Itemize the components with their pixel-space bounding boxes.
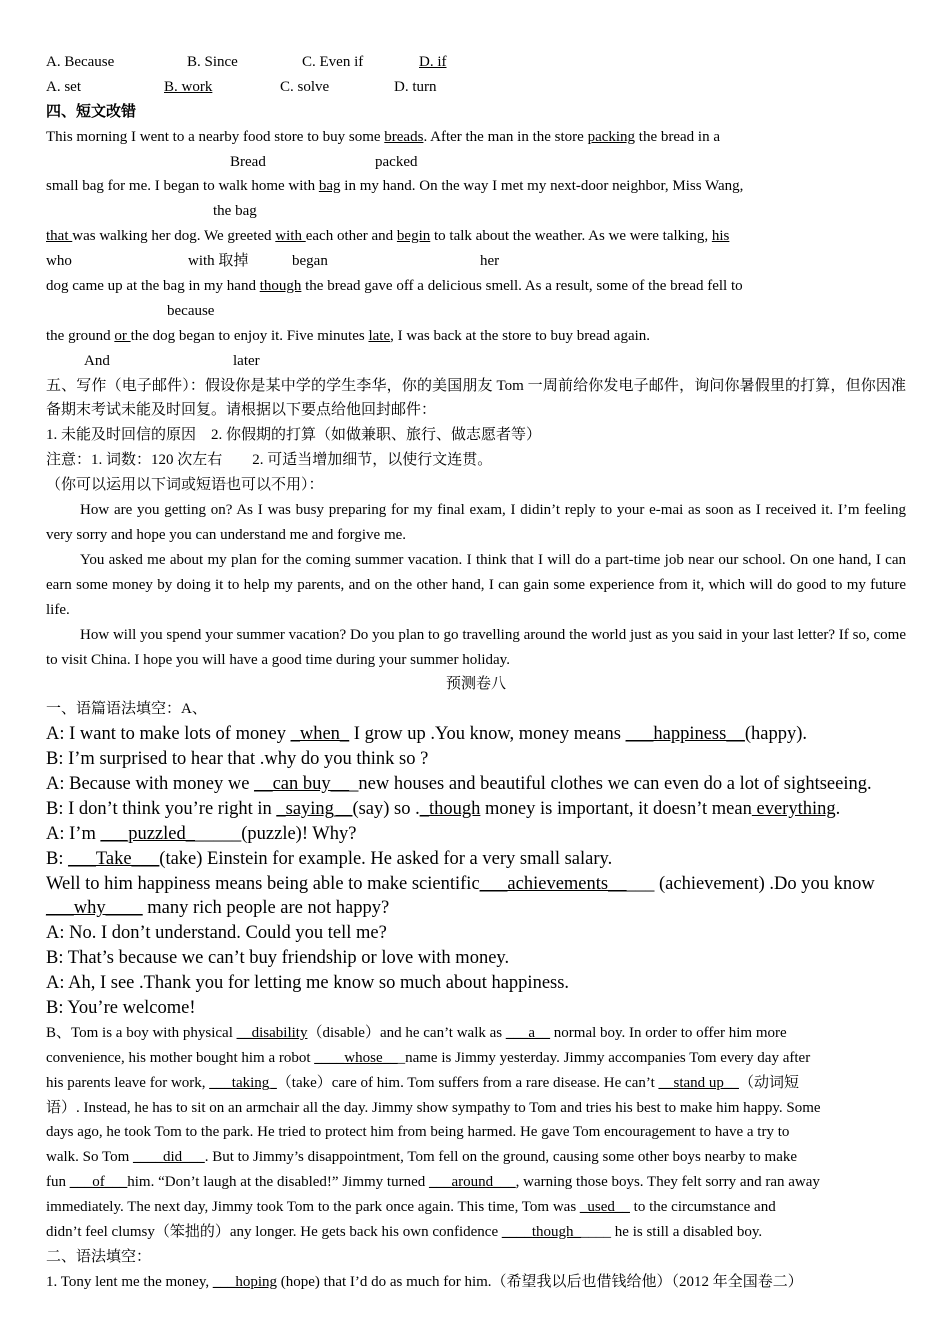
text-segment: him. “Don’t laugh at the disabled!” Jimmy turned	[127, 1174, 429, 1191]
answer-text: everything	[751, 798, 836, 819]
answer-text: _used__	[579, 1199, 630, 1216]
dialogue-line	[46, 872, 906, 897]
dialogue-line	[46, 722, 906, 747]
answer-text: ___why____	[46, 898, 143, 919]
text-segment: A: I’m	[46, 823, 101, 844]
option-a: A. set	[46, 78, 81, 95]
answer-text: ___taking_	[209, 1074, 277, 1091]
correction-text-line	[46, 324, 906, 349]
correction-answer: And	[84, 352, 110, 369]
answer-text: late	[368, 327, 391, 344]
option-a: A. Because	[46, 54, 115, 70]
text-segment: A: I want to make lots of money	[46, 724, 291, 745]
correction-answer-line	[46, 299, 906, 324]
passage-line: days ago, he took Tom to the park. He tried to protect him from being harmed. He gave Tom encouragement to have a try to	[46, 1124, 790, 1141]
text-segment: Well to him happiness means being able to make scientific	[46, 873, 480, 894]
dialogue-line	[46, 896, 906, 921]
option-b: B. Since	[187, 54, 238, 70]
text-segment	[164, 75, 280, 100]
correction-answer: began	[292, 253, 328, 270]
document-page	[46, 50, 906, 1295]
text-segment: （take）care of him. Tom suffers from a rare disease. He can’t	[276, 1074, 659, 1091]
answer-text: __disability	[236, 1024, 308, 1041]
passage-line	[46, 1046, 906, 1071]
text-segment: each other and	[305, 228, 397, 245]
answer-text: ___Take___	[68, 848, 160, 869]
text-segment: This morning I went to a nearby food store to buy some	[46, 128, 385, 145]
text-segment: , I was back at the store to buy bread again.	[390, 327, 651, 344]
grammar-question	[46, 1270, 906, 1295]
text-segment: money is important, it doesn’t mean	[480, 798, 752, 819]
text-segment: the bread gave off a delicious smell. As a result, some of the bread fell to	[301, 278, 743, 295]
text-segment: _new houses and beautiful clothes we can even do a lot of sightseeing.	[349, 773, 872, 794]
answer-text: ____did___	[133, 1149, 205, 1166]
text-segment: in my hand. On the way I met my next-door neighbor, Miss Wang,	[340, 178, 744, 195]
correction-answer: who	[46, 253, 72, 270]
dialogue-line: B: You’re welcome!	[46, 997, 196, 1018]
answer-text: breads	[384, 128, 424, 145]
correction-text-line	[46, 224, 906, 249]
answer-text: that	[46, 228, 73, 245]
answer-text: ___a__	[505, 1024, 551, 1041]
text-segment: A: Because with money we	[46, 773, 255, 794]
text-segment: many rich people are not happy?	[142, 898, 390, 919]
option-d: D. turn	[394, 78, 437, 95]
dialogue-line	[46, 847, 906, 872]
text-segment: . But to Jimmy’s disappointment, Tom fell on the ground, causing some other boys nearby to make	[204, 1149, 798, 1166]
answer-text: begin	[396, 228, 431, 245]
dialogue-line	[46, 822, 906, 847]
text-segment: , warning those boys. They felt sorry and ran away	[515, 1174, 820, 1191]
text-segment: .	[835, 798, 841, 819]
text-segment: (hope) that I’d do as much for him.（希望我以后也借钱给他）（2012 年全国卷二）	[277, 1273, 803, 1290]
essay-paragraph: How are you getting on? As I was busy preparing for my final exam, I didin’t reply to your e-mai as soon as I received it. I’m feeling very sorry and hope you can understand me and forgive me.	[46, 502, 906, 543]
text-segment: _____(puzzle)! Why?	[195, 823, 357, 844]
text-segment: walk. So Tom	[46, 1149, 134, 1166]
text-segment: B、Tom is a boy with physical	[46, 1024, 237, 1041]
writing-points: 1. 未能及时回信的原因 2. 你假期的打算（如做兼职、旅行、做志愿者等）	[46, 427, 542, 444]
option-d-answer: D. if	[419, 54, 447, 70]
dialogue-line	[46, 772, 906, 797]
paper-title: 预测卷八	[445, 676, 506, 693]
essay-paragraph: How will you spend your summer vacation? Do you plan to go travelling around the world just as you said in your last letter? If so, come to visit China. I hope you will have a good time during your summer holiday.	[46, 626, 906, 668]
text-segment: _name is Jimmy yesterday. Jimmy accompanies Tom every day after	[397, 1049, 811, 1066]
answer-text: ____though_	[501, 1224, 582, 1240]
text-segment: to talk about the weather. As we were talking,	[430, 228, 712, 245]
text-segment: immediately. The next day, Jimmy took Tom to the park once again. This time, Tom was	[46, 1199, 580, 1216]
passage-line	[46, 1220, 906, 1245]
answer-text: ___happiness__	[625, 724, 745, 745]
dialogue-line	[46, 797, 906, 822]
correction-answer: her	[480, 253, 500, 270]
section-heading: 四、短文改错	[46, 103, 137, 120]
text-segment: the dog began to enjoy it. Five minutes	[130, 327, 369, 344]
correction-answer: the bag	[213, 203, 257, 220]
answer-text: or	[114, 327, 131, 344]
passage-line: 语）. Instead, he has to sit on an armchair all the day. Jimmy show sympathy to Tom and tries his best to make him happy. Some	[46, 1099, 821, 1116]
answer-text: _saying__	[276, 798, 353, 819]
passage-line	[46, 1071, 906, 1096]
answer-text: ___of___	[69, 1174, 128, 1191]
text-segment: ___ (achievement) .Do you know	[626, 873, 875, 894]
text-segment: 1. Tony lent me the money,	[46, 1273, 213, 1290]
text-segment: B:	[46, 848, 69, 869]
essay-paragraph: You asked me about my plan for the coming summer vacation. I think that I will do a part-time job near our school. On one hand, I can earn some money by doing it to help my parents, and on the other hand, I can gain some experience from it, which will do good to my future life.	[46, 551, 906, 618]
correction-answer-line	[46, 249, 906, 274]
answer-text: with	[275, 228, 306, 245]
correction-text-line	[46, 174, 906, 199]
option-c: C. Even if	[302, 54, 364, 70]
text-segment: (say) so .	[352, 798, 420, 819]
correction-answer-line	[46, 349, 906, 374]
question-55-options	[46, 75, 906, 100]
answer-text: _when_	[290, 724, 350, 745]
answer-text: packing	[587, 128, 636, 145]
text-segment: small bag for me. I began to walk home with	[46, 178, 319, 195]
passage-b	[46, 1021, 906, 1245]
text-segment: （动词短	[738, 1074, 799, 1091]
answer-text: ___hoping	[212, 1273, 278, 1290]
text-segment: (take) Einstein for example. He asked for a very small salary.	[159, 848, 613, 869]
text-segment: was walking her dog. We greeted	[72, 228, 276, 245]
text-segment: fun	[46, 1174, 70, 1191]
answer-text: his	[711, 228, 730, 245]
correction-answer: Bread	[230, 153, 266, 170]
answer-text: though	[259, 278, 302, 295]
passage-line	[46, 1021, 906, 1046]
section-heading: 二、语法填空：	[46, 1248, 152, 1265]
text-segment: (happy).	[744, 724, 808, 745]
answer-text: _though	[419, 798, 481, 819]
text-segment: to the circumstance and	[629, 1199, 776, 1216]
text-segment: the bread in a	[635, 128, 721, 145]
correction-answer: because	[167, 302, 215, 319]
answer-text: bag	[318, 178, 341, 195]
passage-line	[46, 1145, 906, 1170]
passage-line	[46, 1170, 906, 1195]
correction-text-line	[46, 274, 906, 299]
writing-note: 注意：1. 词数：120 次左右 2. 可适当增加细节，以使行文连贯。	[46, 452, 493, 469]
correction-text-line	[46, 125, 906, 150]
correction-answer-line	[46, 150, 906, 175]
text-segment: （disable）and he can’t walk as	[307, 1024, 506, 1041]
section-heading: 一、语篇语法填空：A、	[46, 701, 207, 718]
text-segment: didn’t feel clumsy（笨拙的）any longer. He gets back his own confidence	[46, 1224, 502, 1240]
passage-line	[46, 1195, 906, 1220]
answer-text: ___puzzled_	[100, 823, 195, 844]
text-segment: his parents leave for work,	[46, 1074, 210, 1091]
text-segment: B: I don’t think you’re right in	[46, 798, 277, 819]
answer-text: ___around___	[429, 1174, 516, 1191]
dialogue-line: A: Ah, I see .Thank you for letting me know so much about happiness.	[46, 973, 570, 994]
text-segment: ____ he is still a disabled boy.	[581, 1224, 763, 1240]
option-c: C. solve	[280, 78, 330, 95]
text-segment: the ground	[46, 327, 115, 344]
correction-answer: with 取掉	[188, 253, 249, 270]
text-segment: normal boy. In order to offer him more	[550, 1024, 787, 1041]
option-b-answer: B. work	[164, 78, 213, 95]
correction-answer: packed	[375, 153, 418, 170]
text-segment: I grow up .You know, money means	[349, 724, 626, 745]
dialogue-line: B: I’m surprised to hear that .why do you think so ?	[46, 749, 429, 770]
correction-answer: later	[233, 352, 260, 369]
dialogue-line: A: No. I don’t understand. Could you tell me?	[46, 923, 387, 944]
writing-prompt: 五、写作（电子邮件）：假设你是某中学的学生李华，你的美国朋友 Tom 一周前给你发电子邮件，询问你暑假里的打算，但你因准备期末考试未能及时回复。请根据以下要点给他回封邮件：	[46, 377, 906, 419]
answer-text: __stand up__	[658, 1074, 739, 1091]
correction-answer-line	[46, 199, 906, 224]
dialogue-line: B: That’s because we can’t buy friendship or love with money.	[46, 948, 510, 969]
text-segment: convenience, his mother bought him a robot	[46, 1049, 315, 1066]
answer-text: ____whose__	[314, 1049, 398, 1066]
question-54-options	[46, 50, 906, 75]
answer-text: ___achievements__	[479, 873, 627, 894]
text-segment: . After the man in the store	[423, 128, 588, 145]
answer-text: __can buy__	[254, 773, 350, 794]
text-segment: dog came up at the bag in my hand	[46, 278, 260, 295]
writing-hint: （你可以运用以下词或短语也可以不用）：	[46, 477, 324, 494]
